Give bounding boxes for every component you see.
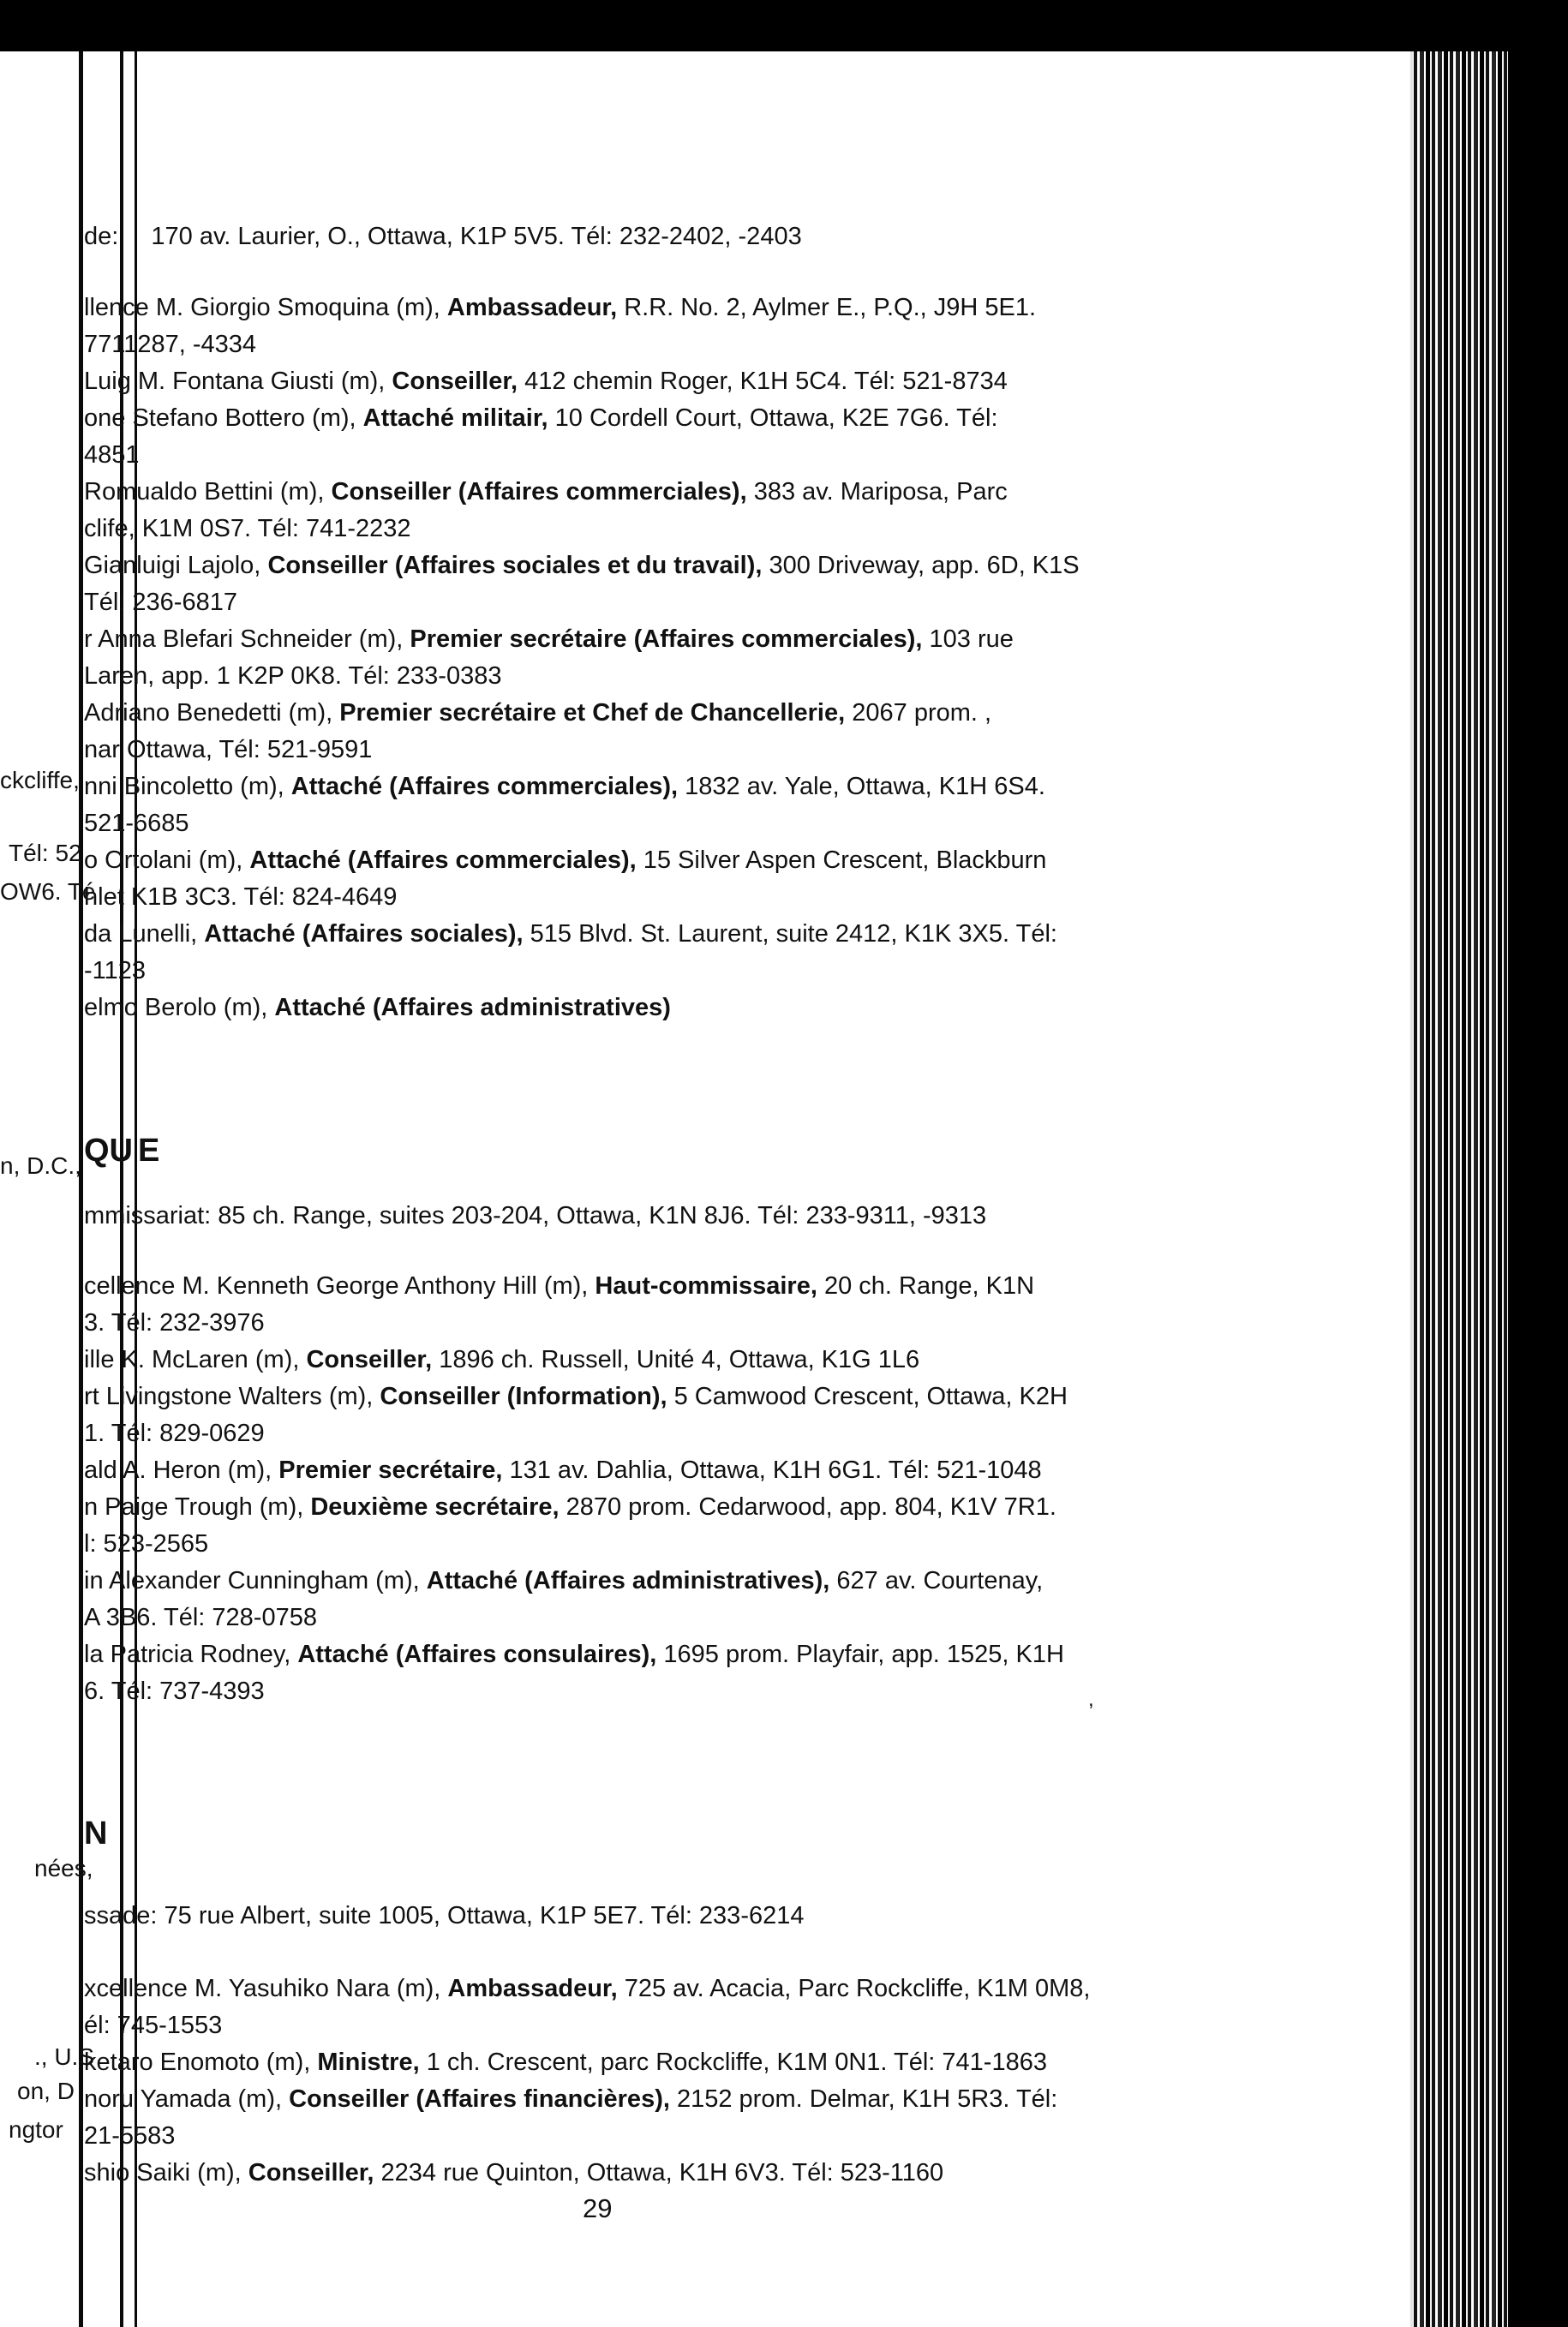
directory-entry-continuation [84,1415,1395,1452]
entry-name: riano Benedetti (m), [114,699,340,727]
directory-entry-continuation [84,1526,1395,1563]
entry-continuation: e, K1M 0S7. Tél: 741-2232 [114,515,411,542]
directory-entry [84,1452,1395,1489]
directory-entry [84,1563,1395,1600]
entry-name: ence M. Yasuhiko Nara (m), [134,1975,448,2002]
entry-continuation: 583 [134,2122,176,2150]
directory-entry [84,769,1395,805]
directory-entry-continuation [84,437,1395,474]
entry-address: 1832 av. Yale, Ottawa, K1H 6S4. [678,773,1045,800]
entry-title: Attaché (Affaires commerciales), [290,773,679,800]
directory-entry [84,916,1395,953]
gutter-fragment: Luig [84,368,131,395]
japan-staff-list [84,1971,1395,2192]
entry-name: ualdo Bettini (m), [136,478,332,505]
stray-mark: , [1088,1688,1094,1711]
heading-fragment: QU [84,1133,133,1169]
entry-address: 2067 prom. , [845,699,992,727]
directory-entry-continuation [84,732,1395,769]
entry-continuation: él: 737-4393 [126,1678,265,1705]
gutter-fragment: da L [84,920,133,948]
directory-entry [84,1268,1395,1305]
entry-name: M. Fontana Giusti (m), [130,368,392,395]
entry-title: Attaché (Affaires consulaires), [297,1641,657,1668]
entry-address: R.R. No. 2, Aylmer E., P.Q., J9H 5E1. [617,294,1037,321]
entry-name: unelli, [132,920,205,948]
entry-address: 2234 rue Quinton, Ottawa, K1H 6V3. Tél: 523-1160 [374,2159,944,2186]
left-page-fragment: nées, [34,1855,93,1881]
entry-address: 2152 prom. Delmar, K1H 5R3. Tél: [669,2085,1058,2113]
gutter-fragment: Ad [84,699,115,727]
entry-address: 10 Cordell Court, Ottawa, K2E 7G6. Tél: [548,404,998,432]
gutter-fragment: 485 [84,441,126,469]
entry-name: lexander Cunningham (m), [125,1567,427,1594]
directory-entry-continuation [84,2007,1395,2044]
gutter-fragment: keta [84,2049,131,2076]
gutter-fragment: ald [84,1457,117,1484]
entry-name: atricia Rodney, [126,1641,298,1668]
entry-title: Attaché (Affaires administratives), [426,1567,830,1594]
directory-entry [84,547,1395,584]
entry-name: ce M. Giorgio Smoquina (m), [123,294,447,321]
italy-section [84,218,1395,290]
entry-continuation: 1 [125,441,140,469]
entry-name: aige Trough (m), [121,1493,311,1521]
gutter-fragment: 6. T [84,1678,127,1705]
entry-address: 1695 prom. Playfair, app. 1525, K1H [656,1641,1064,1668]
gutter-fragment: 21-5 [84,2122,135,2150]
gutter-fold-line [79,51,83,2327]
directory-entry-continuation [84,658,1395,695]
directory-entry-continuation [84,1673,1395,1710]
gutter-fragment: Té [84,589,113,616]
gutter-fragment: 3. T [84,1309,127,1337]
gutter-fragment: Lar [84,662,120,690]
entry-name: ivingstone Walters (m), [119,1383,380,1410]
left-page-fragment: n, D.C., [0,1152,81,1179]
directory-entry [84,363,1395,400]
address-text: e: 75 rue Albert, suite 1005, Ottawa, K1P 5E7. Tél: 233-6214 [136,1902,805,1929]
left-page-fragment: on, D [17,2078,75,2104]
address-text: issariat: 85 ch. Range, suites 203-204, Ottawa, K1N 8J6. Tél: 233-9311, -9313 [125,1202,987,1229]
entry-address: 20 ch. Range, K1N [817,1272,1035,1300]
entry-continuation: 45-1553 [130,2012,223,2039]
entry-continuation: Ottawa, Tél: 521-9591 [119,736,373,763]
entry-address: 725 av. Acacia, Parc Rockcliffe, K1M 0M8, [617,1975,1091,2002]
entry-title: Deuxième secrétaire, [310,1493,560,1521]
directory-entry [84,621,1395,658]
entry-continuation: 23 [117,957,147,984]
entry-title: Ambassadeur, [447,1975,618,2002]
entry-name: nce M. Kenneth George Anthony Hill (m), [135,1272,595,1300]
japan-heading [84,1812,107,1855]
gutter-fragment: llen [84,294,123,321]
directory-entry [84,1971,1395,2007]
entry-title: Conseiller, [392,368,518,395]
gutter-fragment: nni [84,773,117,800]
gutter-fragment: one [84,404,126,432]
gutter-fragment: A 3 [84,1604,120,1631]
entry-continuation: B6. Tél: 728-0758 [119,1604,317,1631]
entry-continuation: K1B 3C3. Tél: 824-4649 [123,883,398,911]
entry-title: Ambassadeur, [446,294,618,321]
jamaica-staff-list [84,1268,1395,1710]
directory-entry-continuation [84,2118,1395,2155]
address-label: de: [84,223,119,250]
italy-staff-list [84,290,1395,1026]
gutter-fragment: r A [84,625,115,653]
entry-name: nna Blefari Schneider (m), [114,625,410,653]
entry-title: Ministre, [317,2049,420,2076]
entry-address: 383 av. Mariposa, Parc [746,478,1008,505]
gutter-fragment: xcell [84,1975,135,2002]
entry-address: 300 Driveway, app. 6D, K1S [762,552,1080,579]
entry-title: Premier secrétaire (Affaires commerciales), [410,625,923,653]
gutter-fragment: shio [84,2159,130,2186]
japan-address [84,1898,805,1935]
entry-address: 1896 ch. Russell, Unité 4, Ottawa, K1G 1L6 [432,1346,920,1373]
directory-entry [84,1636,1395,1673]
left-page-fragment: OW6. Té [0,878,96,905]
directory-entry [84,695,1395,732]
entry-name: Saiki (m), [129,2159,248,2186]
entry-title: Conseiller (Affaires commerciales), [331,478,747,505]
entry-name: nluigi Lajolo, [123,552,268,579]
directory-entry [84,1342,1395,1379]
entry-title: Attaché (Affaires administratives) [274,994,671,1021]
directory-entry-continuation [84,805,1395,842]
directory-entry [84,290,1395,326]
directory-entry [84,474,1395,511]
entry-continuation: -6685 [125,810,189,837]
entry-address: 515 Blvd. St. Laurent, suite 2412, K1K 3X5. Tél: [523,920,1057,948]
gutter-fragment: 521 [84,810,126,837]
address-label: mm [84,1202,126,1229]
heading-fragment: N [84,1816,108,1851]
gutter-fragment: hlet [84,883,124,911]
gutter-fragment: nar [84,736,120,763]
jamaica-heading [84,1129,159,1172]
directory-entry [84,2044,1395,2081]
gutter-fragment: in A [84,1567,126,1594]
directory-entry-continuation [84,326,1395,363]
italy-address [84,218,1395,255]
entry-address: 131 av. Dahlia, Ottawa, K1H 6G1. Tél: 521-1048 [502,1457,1042,1484]
gutter-fragment: 1. T [84,1420,127,1447]
gutter-fragment: clif [84,515,115,542]
gutter-fragment: él: 7 [84,2012,131,2039]
entry-title: Conseiller, [306,1346,433,1373]
directory-entry-continuation [84,511,1395,547]
gutter-fragment: -11 [84,957,118,984]
entry-title: Premier secrétaire, [278,1457,503,1484]
address-text: 170 av. Laurier, O., Ottawa, K1P 5V5. Tél: 232-2402, -2403 [151,223,802,250]
gutter-fragment: ille [84,1346,115,1373]
entry-title: Attaché militair, [362,404,548,432]
entry-address: 15 Silver Aspen Crescent, Blackburn [636,846,1047,874]
entry-name: A. Heron (m), [117,1457,279,1484]
entry-continuation: él: 829-0629 [126,1420,265,1447]
gutter-fragment: Gia [84,552,123,579]
directory-entry-continuation [84,879,1395,916]
gutter-fragment: l: 5 [84,1530,117,1558]
entry-title: Conseiller (Information), [380,1383,667,1410]
entry-name: o Berolo (m), [123,994,275,1021]
entry-address: 103 rue [922,625,1014,653]
gutter-fragment: celle [84,1272,135,1300]
entry-title: Attaché (Affaires commerciales), [249,846,637,874]
directory-entry [84,1489,1395,1526]
directory-entry-continuation [84,1600,1395,1636]
page-number: 29 [583,2193,613,2223]
left-page-fragment: ckcliffe, [0,767,80,793]
entry-name: ro Enomoto (m), [130,2049,318,2076]
gutter-fragment: Rom [84,478,137,505]
entry-continuation: en, app. 1 K2P 0K8. Tél: 233-0383 [119,662,502,690]
scan-top-border [0,0,1568,51]
directory-entry [84,2155,1395,2192]
entry-name: Yamada (m), [134,2085,290,2113]
directory-entry-continuation [84,584,1395,621]
entry-name: Bincoletto (m), [117,773,291,800]
entry-title: Conseiller (Affaires sociales et du travail), [267,552,763,579]
entry-continuation: l: 236-6817 [112,589,237,616]
directory-entry-continuation [84,1305,1395,1342]
gutter-fragment: elm [84,994,124,1021]
entry-continuation: él: 232-3976 [126,1309,265,1337]
gutter-fragment: la P [84,1641,127,1668]
entry-title: Conseiller, [248,2159,374,2186]
entry-continuation: 1287, -4334 [123,331,257,358]
book-spine-shadow [1508,51,1568,2327]
address-label: ssad [84,1902,137,1929]
directory-entry [84,400,1395,437]
entry-title: Premier secrétaire et Chef de Chancellerie, [339,699,846,727]
gutter-fragment: o O [84,846,124,874]
gutter-fragment: rt L [84,1383,120,1410]
gutter-fragment: n P [84,1493,122,1521]
entry-name: Stefano Bottero (m), [125,404,363,432]
entry-address: 412 chemin Roger, K1H 5C4. Tél: 521-8734 [518,368,1008,395]
entry-address: 2870 prom. Cedarwood, app. 804, K1V 7R1. [559,1493,1056,1521]
entry-name: rtolani (m), [123,846,250,874]
directory-entry-continuation [84,953,1395,990]
entry-address: 5 Camwood Crescent, Ottawa, K2H [667,1383,1068,1410]
entry-title: Conseiller (Affaires financières), [289,2085,670,2113]
entry-address: 1 ch. Crescent, parc Rockcliffe, K1M 0N1. Tél: 741-1863 [419,2049,1047,2076]
entry-name: K. McLaren (m), [114,1346,307,1373]
entry-address: 627 av. Courtenay, [829,1567,1044,1594]
directory-entry [84,842,1395,879]
gutter-fragment: 771 [84,331,124,358]
entry-continuation: 23-2565 [117,1530,209,1558]
directory-entry [84,990,1395,1026]
heading-fragment: E [138,1133,160,1169]
directory-entry [84,2081,1395,2118]
left-page-fragment: ngtor [9,2116,63,2143]
gutter-fragment: noru [84,2085,135,2113]
left-page-fragment: Tél: 52 [9,840,82,866]
entry-title: Attaché (Affaires sociales), [204,920,524,948]
entry-title: Haut-commissaire, [595,1272,817,1300]
directory-entry [84,1379,1395,1415]
jamaica-address [84,1198,986,1235]
left-page-fragment: ., U.S [34,2043,95,2070]
